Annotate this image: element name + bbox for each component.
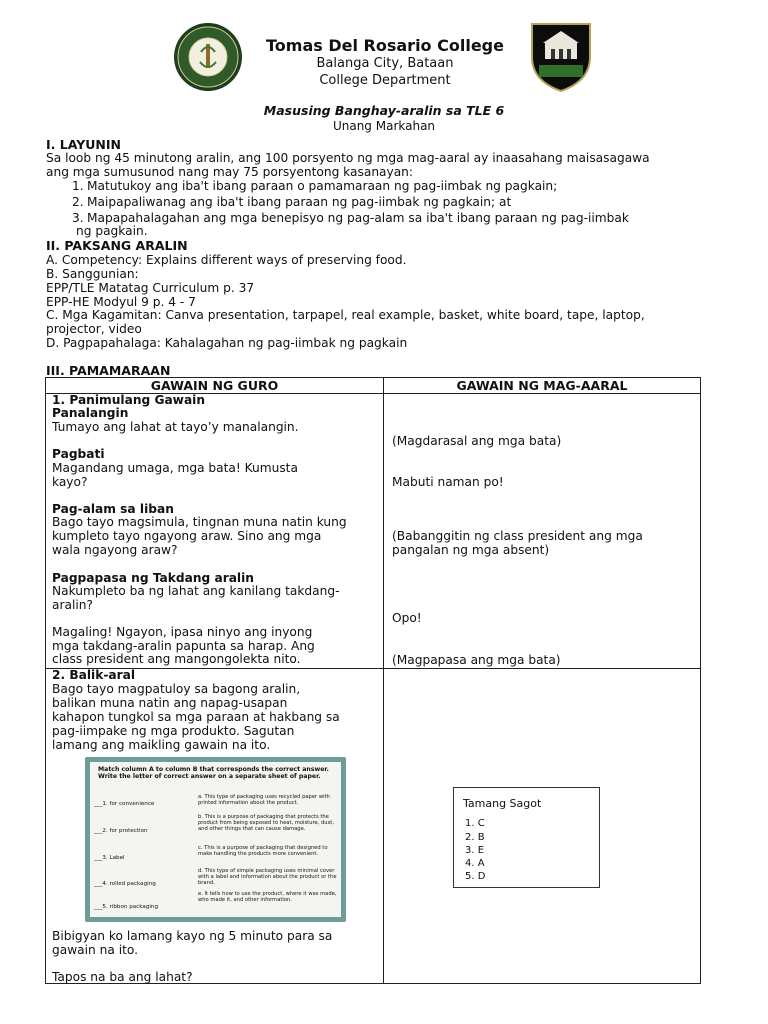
section-pamamaraan-heading: III. PAMAMARAAN [46, 363, 171, 378]
text-liban-1: Bago tayo magsimula, tingnan muna natin kung [52, 515, 347, 529]
section-paksang-heading: II. PAKSANG ARALIN [46, 238, 188, 253]
college-department: College Department [319, 73, 451, 88]
answer-item-1: 1. C [465, 818, 485, 829]
college-city: Balanga City, Bataan [316, 56, 454, 71]
text-tapos: Tapos na ba ang lahat? [52, 970, 193, 984]
text-bigyan-1: Bibigyan ko lamang kayo ng 5 minuto para sa [52, 929, 333, 943]
worksheet-left-4: ___4. rolled packaging [94, 881, 156, 887]
text-magaling-2: mga takdang-aralin papunta sa harap. Ang [52, 639, 315, 653]
paksang-ref-2: EPP-HE Modyul 9 p. 4 - 7 [46, 295, 196, 309]
paksang-competency: A. Competency: Explains different ways of preserving food. [46, 253, 407, 267]
worksheet-right-c: c. This is a purpose of packaging that designed to make handling the products more convenient. [198, 845, 328, 857]
text-balik-5: lamang ang maikling gawain na ito. [52, 738, 271, 752]
lesson-plan-subtitle: Unang Markahan [332, 119, 436, 133]
step-panimulang-gawain: 1. Panimulang Gawain [52, 393, 206, 407]
text-balik-2: balikan muna natin ang napag-usapan [52, 696, 288, 710]
text-panalangin: Tumayo ang lahat at tayo’y manalangin. [52, 420, 299, 434]
response-magpapasa: (Magpapasa ang mga bata) [392, 653, 561, 667]
paksang-sanggunian: B. Sanggunian: [46, 267, 139, 281]
text-balik-4: pag-iimpake ng mga produkto. Sagutan [52, 724, 295, 738]
section-layunin-heading: I. LAYUNIN [46, 137, 121, 152]
label-pag-alam-sa-liban: Pag-alam sa liban [52, 502, 174, 516]
text-pagbati-2: kayo? [52, 475, 88, 489]
layunin-intro-line1: Sa loob ng 45 minutong aralin, ang 100 porsyento ng mga mag-aaral ay inaasahang maisasagawa [46, 151, 650, 165]
text-balik-3: kahapon tungkol sa mga paraan at hakbang sa [52, 710, 340, 724]
column-header-guro: GAWAIN NG GURO [150, 378, 279, 393]
answer-item-4: 4. A [465, 858, 485, 869]
table-row-divider [45, 668, 701, 669]
lesson-plan-title: Masusing Banghay-aralin sa TLE 6 [263, 103, 505, 118]
answer-item-2: 2. B [465, 832, 485, 843]
worksheet-right-e: e. It tells how to use the product, where it was made, who made it, and other information. [198, 891, 337, 903]
layunin-item-1: Matutukoy ang iba't ibang paraan o pamamaraan ng pag-iimbak ng pagkain; [87, 179, 558, 193]
layunin-item-2-number: 2. [72, 195, 84, 209]
layunin-item-1-number: 1. [72, 179, 84, 193]
worksheet-right-d: d. This type of simple packaging uses minimal cover with a label and information about the product or the brand. [198, 868, 337, 886]
text-magaling-3: class president ang mangongolekta nito. [52, 652, 301, 666]
school-seal-logo [173, 22, 243, 92]
column-header-magaaral: GAWAIN NG MAG-AARAL [456, 378, 628, 393]
answer-item-5: 5. D [465, 871, 486, 882]
text-pagbati-1: Magandang umaga, mga bata! Kumusta [52, 461, 298, 475]
layunin-intro-line2: ang mga sumusunod nang may 75 porsyentong kasanayan: [46, 165, 414, 179]
text-liban-2: kumpleto tayo ngayong araw. Sino ang mga [52, 529, 322, 543]
response-babanggitin-2: pangalan ng mga absent) [392, 543, 550, 557]
worksheet-instructions: Match column A to column B that corresponds the correct answer. Write the letter of correct answer on a separate sheet of paper. [98, 766, 329, 780]
text-liban-3: wala ngayong araw? [52, 543, 178, 557]
paksang-kagamitan: C. Mga Kagamitan: Canva presentation, tarpapel, real example, basket, white board, tape, laptop, [46, 308, 645, 322]
layunin-item-3: Mapapahalagahan ang mga benepisyo ng pag-alam sa iba't ibang paraan ng pag-iimbak [87, 211, 629, 225]
worksheet-right-a: a. This type of packaging uses recycled paper with printed information about the product. [198, 794, 330, 806]
paksang-pagpapahalaga: D. Pagpapahalaga: Kahalagahan ng pag-iimbak ng pagkain [46, 336, 408, 350]
matching-worksheet-image [85, 757, 346, 922]
answer-item-3: 3. E [465, 845, 485, 856]
response-magdarasal: (Magdarasal ang mga bata) [392, 434, 562, 448]
worksheet-left-2: ___2. for protection [94, 828, 148, 834]
layunin-item-3-number: 3. [72, 211, 84, 225]
worksheet-right-b: b. This is a purpose of packaging that protects the product from being exposed to heat, moisture, dust, and other things that can cause damage. [198, 814, 334, 832]
label-takdang-aralin: Pagpapasa ng Takdang aralin [52, 571, 254, 585]
college-name: Tomas Del Rosario College [266, 36, 504, 55]
worksheet-left-1: ___1. for convenience [94, 801, 155, 807]
label-pagbati: Pagbati [52, 447, 105, 461]
paksang-kagamitan-cont: projector, video [46, 322, 142, 336]
text-balik-1: Bago tayo magpatuloy sa bagong aralin, [52, 682, 301, 696]
text-magaling-1: Magaling! Ngayon, ipasa ninyo ang inyong [52, 625, 313, 639]
label-panalangin: Panalangin [52, 406, 129, 420]
step-balik-aral: 2. Balik-aral [52, 668, 136, 682]
answer-key-title: Tamang Sagot [463, 797, 542, 810]
text-bigyan-2: gawain na ito. [52, 943, 138, 957]
worksheet-left-5: ___5. ribbon packaging [94, 904, 159, 910]
response-babanggitin-1: (Babanggitin ng class president ang mga [392, 529, 643, 543]
paksang-ref-1: EPP/TLE Matatag Curriculum p. 37 [46, 281, 255, 295]
response-mabuti: Mabuti naman po! [392, 475, 504, 489]
table-column-divider [383, 377, 384, 984]
college-shield-logo [529, 21, 593, 93]
worksheet-left-3: ___3. Label [94, 855, 125, 861]
text-takda-1: Nakumpleto ba ng lahat ang kanilang takdang- [52, 584, 340, 598]
layunin-item-3-cont: ng pagkain. [76, 224, 148, 238]
text-takda-2: aralin? [52, 598, 93, 612]
response-opo: Opo! [392, 611, 422, 625]
layunin-item-2: Maipapaliwanag ang iba't ibang paraan ng pag-iimbak ng pagkain; at [87, 195, 512, 209]
